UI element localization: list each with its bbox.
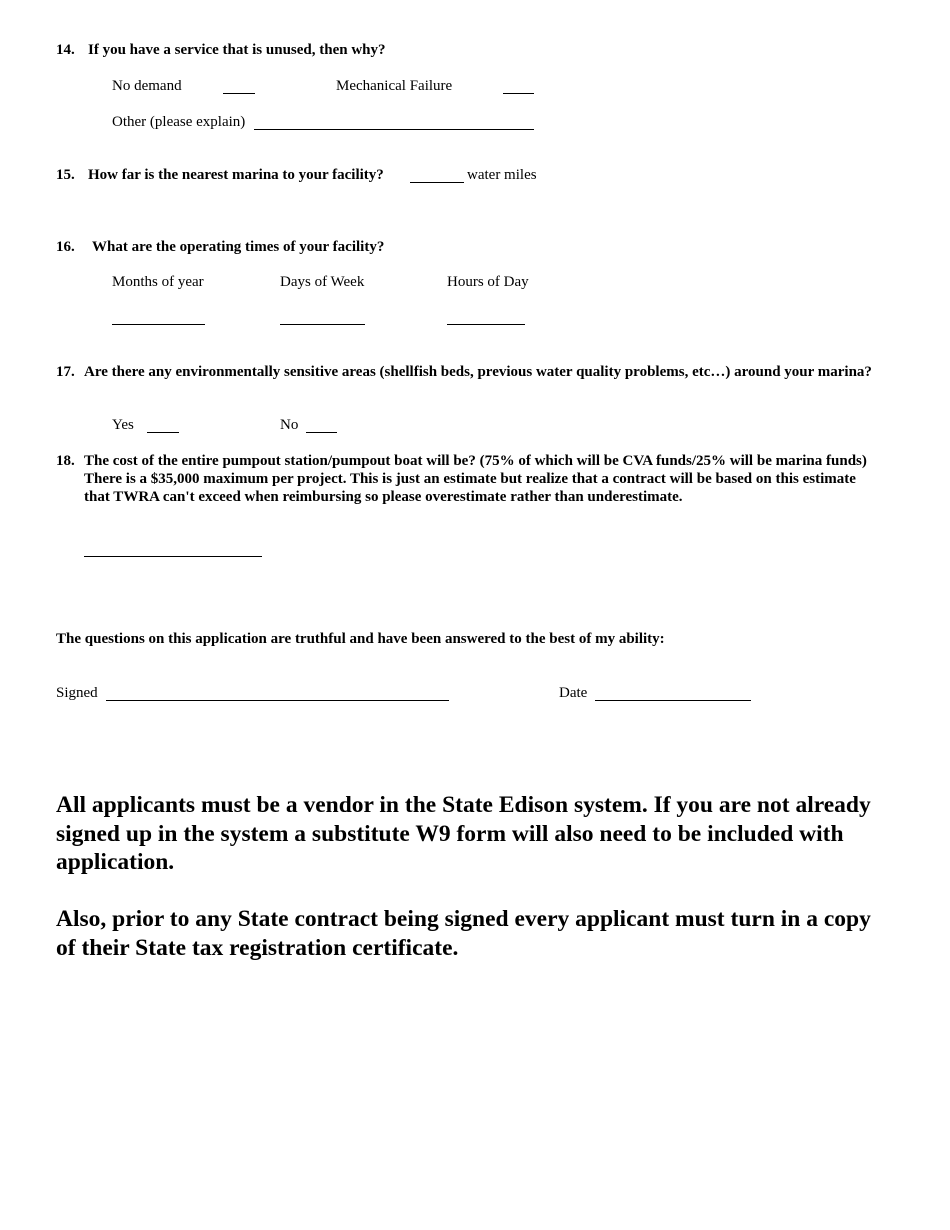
- q17-no-label: No: [280, 417, 299, 433]
- q16-hours-label: Hours of Day: [447, 274, 529, 290]
- q17-question: Are there any environmentally sensitive areas (shellfish beds, previous water quality problems, etc…) around your marina?: [84, 364, 872, 380]
- certification-statement: The questions on this application are truthful and have been answered to the best of my ability:: [56, 631, 665, 647]
- q14-other-label: Other (please explain): [112, 114, 246, 130]
- q18-question: The cost of the entire pumpout station/pumpout boat will be? (75% of which will be CVA funds/25% will be marina funds) There is a $35,000 maximum per project. This is just an estimate but realize that a contract will be based on this estimate that TWRA can't exceed when reimbursing so please overestimate rather than underestimate.: [84, 453, 867, 505]
- q18-cost-blank[interactable]: [84, 556, 262, 557]
- q16-question: What are the operating times of your facility?: [92, 239, 385, 255]
- q17-number: 17.: [56, 364, 75, 380]
- q17-no-blank[interactable]: [306, 432, 337, 433]
- q14-other-explain-blank[interactable]: [254, 129, 534, 130]
- q16-months-label: Months of year: [112, 274, 204, 290]
- q15-number: 15.: [56, 167, 75, 183]
- tax-certificate-notice: Also, prior to any State contract being signed every applicant must turn in a copy of their State tax registration certificate.: [56, 906, 871, 961]
- q16-days-blank[interactable]: [280, 324, 365, 325]
- q16-number: 16.: [56, 239, 75, 255]
- q14-option-no-demand: No demand: [112, 78, 182, 94]
- q17-yes-blank[interactable]: [147, 432, 179, 433]
- q16-months-blank[interactable]: [112, 324, 205, 325]
- q15-unit: water miles: [467, 167, 537, 183]
- q14-no-demand-blank[interactable]: [223, 93, 255, 94]
- date-blank[interactable]: [595, 700, 751, 701]
- date-label: Date: [559, 685, 588, 701]
- signed-label: Signed: [56, 685, 98, 701]
- q17-yes-label: Yes: [112, 417, 134, 433]
- q15-distance-blank[interactable]: [410, 182, 464, 183]
- q18-number: 18.: [56, 453, 75, 469]
- q16-hours-blank[interactable]: [447, 324, 525, 325]
- q15-question: How far is the nearest marina to your facility?: [88, 167, 384, 183]
- q14-mechanical-failure-blank[interactable]: [503, 93, 534, 94]
- signature-blank[interactable]: [106, 700, 449, 701]
- q16-days-label: Days of Week: [280, 274, 365, 290]
- q14-option-mechanical-failure: Mechanical Failure: [336, 78, 453, 94]
- vendor-notice: All applicants must be a vendor in the State Edison system. If you are not already signed up in the system a substitute W9 form will also need to be included with application.: [56, 792, 871, 875]
- q14-number: 14.: [56, 42, 75, 58]
- q14-question: If you have a service that is unused, then why?: [88, 42, 386, 58]
